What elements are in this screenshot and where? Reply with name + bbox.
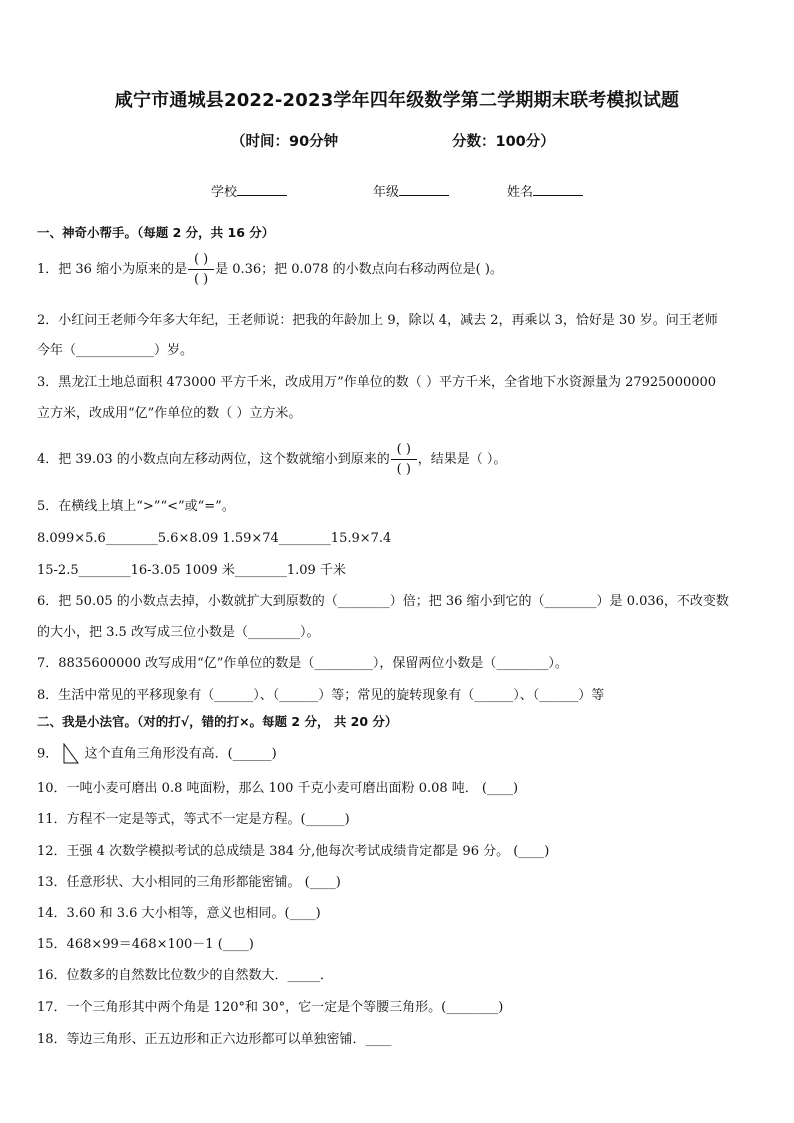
question-4-text-a: 4．把 39.03 的小数点向左移动两位，这个数就缩小到原来的 [37, 452, 390, 467]
question-6-line-2: 的大小，把 3.5 改写成三位小数是（________）。 [37, 625, 320, 640]
question-2-line-2: 今年（____________）岁。 [37, 343, 194, 358]
grade-field [373, 181, 449, 200]
question-5-row-1: 8.099×5.6________5.6×8.09 1.59×74________15.9×7.4 [37, 531, 392, 546]
question-1-text-b: 是 0.36；把 0.078 的小数点向右移动两位是( )。 [215, 262, 503, 277]
fraction-bar [391, 459, 417, 460]
right-triangle-icon [62, 743, 80, 765]
exam-title: 咸宁市通城县2022-2023学年四年级数学第二学期期末联考模拟试题 [114, 90, 680, 111]
exam-score: 分数：100分） [452, 134, 555, 150]
school-field [211, 181, 287, 200]
question-9-number: 9． [37, 746, 59, 762]
question-10: 10．一吨小麦可磨出 0.8 吨面粉，那么 100 千克小麦可磨出面粉 0.08 吨． (____) [37, 781, 519, 796]
question-11: 11．方程不一定是等式，等式不一定是方程。(______) [37, 812, 350, 827]
name-label: 姓名 [507, 185, 534, 200]
fraction-denominator: ( ) [193, 272, 209, 287]
question-1-fraction [188, 251, 214, 288]
question-18: 18．等边三角形、正五边形和正六边形都可以单独密铺．____ [37, 1032, 392, 1047]
question-3-line-2: 立方米，改成用“亿”作单位的数（ ）立方米。 [37, 406, 302, 421]
question-2-line-1: 2．小红问王老师今年多大年纪，王老师说：把我的年龄加上 9，除以 4，减去 2，再乘以 3，恰好是 30 岁。问王老师 [37, 313, 718, 328]
question-15: 15．468×99＝468×100－1 (____) [37, 937, 254, 952]
section2-heading: 二、我是小法官。（对的打√，错的打×。每题 2 分， 共 20 分） [37, 714, 398, 729]
question-4-fraction [391, 441, 417, 478]
question-12: 12．王强 4 次数学模拟考试的总成绩是 384 分,他每次考试成绩肯定都是 96 分。 (____) [37, 844, 550, 859]
fraction-numerator: ( ) [193, 252, 209, 267]
name-field [507, 181, 583, 200]
fraction-bar [188, 269, 214, 270]
question-13: 13．任意形状、大小相同的三角形都能密铺。 (____) [37, 875, 341, 890]
question-5: 5．在横线上填上“>”“<”或“=”。 [37, 499, 235, 514]
school-blank[interactable] [237, 183, 287, 196]
question-4 [37, 440, 506, 480]
question-7: 7．8835600000 改写成用“亿”作单位的数是（_________），保留两位小数是（________）。 [37, 656, 568, 671]
question-1-text-a: 1．把 36 缩小为原来的是 [37, 262, 188, 277]
question-1 [37, 250, 503, 290]
grade-label: 年级 [373, 185, 400, 200]
question-3-line-1: 3．黑龙江土地总面积 473000 平方千米，改成用万”作单位的数（ ）平方千米，全省地下水资源量为 27925000000 [37, 375, 717, 390]
fraction-numerator: ( ) [396, 442, 411, 457]
question-9 [37, 743, 277, 765]
name-blank[interactable] [533, 183, 583, 196]
fraction-denominator: ( ) [396, 462, 411, 477]
question-9-text: 这个直角三角形没有高．(______) [84, 746, 277, 762]
question-5-row-2: 15-2.5________16-3.05 1009 米________1.09 千米 [37, 563, 346, 578]
section1-heading: 一、神奇小帮手。（每题 2 分，共 16 分） [37, 225, 275, 240]
school-label: 学校 [211, 185, 238, 200]
exam-time: （时间：90分钟 [231, 134, 339, 150]
question-17: 17．一个三角形其中两个角是 120°和 30°，它一定是个等腰三角形。(________) [37, 1000, 504, 1015]
question-4-text-b: ，结果是（ ）。 [417, 452, 507, 467]
question-14: 14．3.60 和 3.6 大小相等，意义也相同。(____) [37, 906, 321, 921]
grade-blank[interactable] [399, 183, 449, 196]
question-8: 8．生活中常见的平移现象有（______）、（______）等；常见的旋转现象有（______）、（______）等 [37, 688, 605, 703]
question-16: 16．位数多的自然数比位数少的自然数大．_____． [37, 968, 334, 983]
question-6-line-1: 6．把 50.05 的小数点去掉，小数就扩大到原数的（________）倍；把 36 缩小到它的（________）是 0.036，不改变数 [37, 594, 729, 609]
